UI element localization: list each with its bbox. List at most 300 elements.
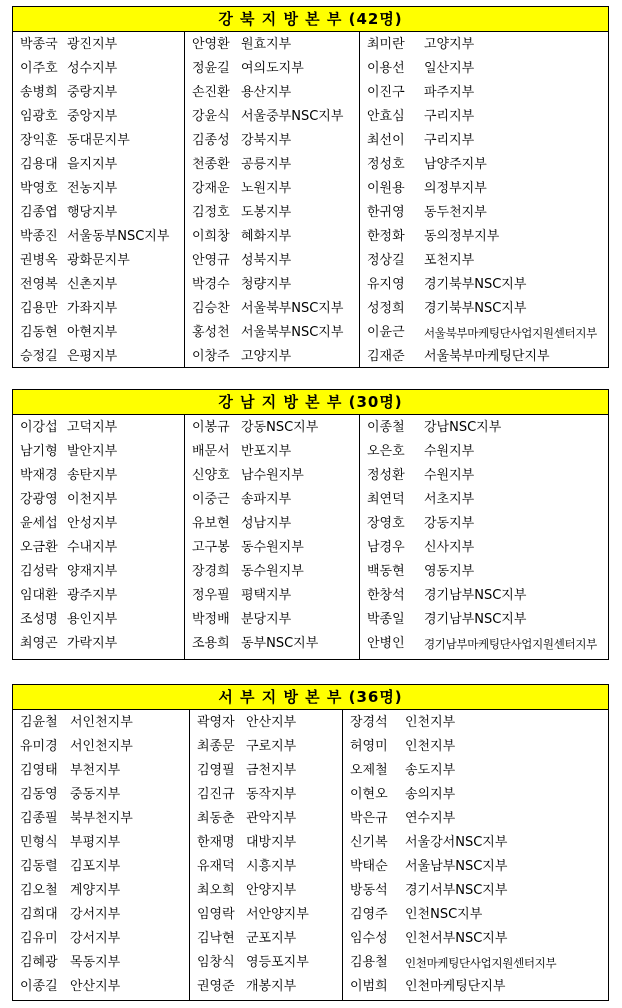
member-name: 안효심 bbox=[367, 109, 405, 124]
member-row bbox=[190, 879, 343, 903]
branch-name: 용인지부 bbox=[67, 612, 118, 627]
member-name: 임영락 bbox=[197, 907, 235, 922]
member-row bbox=[13, 536, 184, 560]
member-row bbox=[13, 831, 189, 855]
member-name: 안병인 bbox=[367, 636, 405, 651]
branch-name: 개봉지부 bbox=[246, 979, 297, 994]
branch-name: 구로지부 bbox=[246, 739, 297, 754]
branch-name: 인천서부NSC지부 bbox=[405, 931, 508, 946]
member-name: 이창주 bbox=[192, 349, 230, 364]
member-name: 최영곤 bbox=[20, 636, 58, 651]
member-name: 김영필 bbox=[197, 763, 235, 778]
member-row bbox=[13, 855, 189, 879]
member-row bbox=[185, 33, 360, 57]
branch-name: 인천지부 bbox=[405, 739, 456, 754]
member-row bbox=[360, 464, 609, 488]
member-name: 김동렬 bbox=[20, 859, 58, 874]
member-name: 김종성 bbox=[192, 133, 230, 148]
member-row bbox=[190, 855, 343, 879]
member-name: 한귀영 bbox=[367, 205, 405, 220]
member-name: 장익훈 bbox=[20, 133, 58, 148]
member-row bbox=[185, 225, 360, 249]
branch-name: 일산지부 bbox=[424, 61, 475, 76]
member-row bbox=[190, 903, 343, 927]
branch-name: 동의정부지부 bbox=[424, 229, 500, 244]
member-name: 천종환 bbox=[192, 157, 230, 172]
member-name: 승정길 bbox=[20, 349, 58, 364]
member-row bbox=[13, 488, 184, 512]
member-row bbox=[185, 177, 360, 201]
member-row bbox=[360, 560, 609, 584]
member-row bbox=[13, 735, 189, 759]
branch-name: 여의도지부 bbox=[241, 61, 304, 76]
member-row bbox=[13, 512, 184, 536]
branch-name: 반포지부 bbox=[241, 444, 292, 459]
member-row bbox=[185, 488, 360, 512]
branch-name: 발안지부 bbox=[67, 444, 118, 459]
branch-name: 경기남부마케팅단사업지원센터지부 bbox=[424, 637, 597, 651]
section-title: 강 남 지 방 본 부 (30명) bbox=[13, 390, 608, 415]
member-row bbox=[13, 632, 184, 656]
member-row bbox=[13, 33, 184, 57]
member-row bbox=[190, 951, 343, 975]
member-name: 김용철 bbox=[350, 955, 388, 970]
section-title: 서 부 지 방 본 부 (36명) bbox=[13, 685, 608, 710]
branch-name: 강북지부 bbox=[241, 133, 292, 148]
member-row bbox=[360, 440, 609, 464]
branch-name: 광화문지부 bbox=[67, 253, 130, 268]
member-row bbox=[185, 345, 360, 369]
member-name: 정우필 bbox=[192, 588, 230, 603]
member-name: 권병옥 bbox=[20, 253, 58, 268]
member-row bbox=[360, 225, 609, 249]
branch-name: 경기남부NSC지부 bbox=[424, 588, 527, 603]
member-row bbox=[13, 129, 184, 153]
member-name: 권영준 bbox=[197, 979, 235, 994]
member-column bbox=[13, 415, 184, 659]
branch-name: 중동지부 bbox=[70, 787, 121, 802]
branch-name: 영동지부 bbox=[424, 564, 475, 579]
member-name: 김영주 bbox=[350, 907, 388, 922]
branch-name: 강동지부 bbox=[424, 516, 475, 531]
section-title: 강 북 지 방 본 부 (42명) bbox=[13, 7, 608, 32]
branch-name: 남양주지부 bbox=[424, 157, 487, 172]
member-row bbox=[185, 297, 360, 321]
branch-name: 성북지부 bbox=[241, 253, 292, 268]
member-name: 이현오 bbox=[350, 787, 388, 802]
branch-name: 평택지부 bbox=[241, 588, 292, 603]
member-row bbox=[13, 879, 189, 903]
member-name: 백동현 bbox=[367, 564, 405, 579]
branch-name: 연수지부 bbox=[405, 811, 456, 826]
member-row bbox=[360, 632, 609, 656]
branch-name: 송의지부 bbox=[405, 787, 456, 802]
member-column bbox=[184, 415, 360, 659]
member-row bbox=[360, 608, 609, 632]
member-name: 조성명 bbox=[20, 612, 58, 627]
member-column bbox=[342, 710, 609, 1000]
member-name: 이강섭 bbox=[20, 420, 58, 435]
member-row bbox=[343, 855, 609, 879]
branch-name: 구리지부 bbox=[424, 133, 475, 148]
branch-name: 서울북부NSC지부 bbox=[241, 325, 344, 340]
branch-name: 목동지부 bbox=[70, 955, 121, 970]
member-row bbox=[13, 153, 184, 177]
branch-name: 노원지부 bbox=[241, 181, 292, 196]
branch-name: 군포지부 bbox=[246, 931, 297, 946]
member-row bbox=[185, 105, 360, 129]
member-name: 오제철 bbox=[350, 763, 388, 778]
member-row bbox=[190, 831, 343, 855]
branch-name: 송파지부 bbox=[241, 492, 292, 507]
branch-name: 이천지부 bbox=[67, 492, 118, 507]
branch-name: 강남NSC지부 bbox=[424, 420, 502, 435]
member-name: 전영복 bbox=[20, 277, 58, 292]
member-row bbox=[343, 735, 609, 759]
branch-name: 을지지부 bbox=[67, 157, 118, 172]
member-row bbox=[185, 584, 360, 608]
member-row bbox=[185, 81, 360, 105]
branch-name: 서안양지부 bbox=[246, 907, 309, 922]
member-row bbox=[360, 81, 609, 105]
member-name: 이주호 bbox=[20, 61, 58, 76]
member-name: 김유미 bbox=[20, 931, 58, 946]
branch-name: 부평지부 bbox=[70, 835, 121, 850]
member-name: 임창식 bbox=[197, 955, 235, 970]
member-name: 강재운 bbox=[192, 181, 230, 196]
member-name: 김동영 bbox=[20, 787, 58, 802]
branch-name: 아현지부 bbox=[67, 325, 118, 340]
member-name: 조용희 bbox=[192, 636, 230, 651]
member-row bbox=[190, 783, 343, 807]
member-row bbox=[13, 759, 189, 783]
member-name: 강광영 bbox=[20, 492, 58, 507]
branch-name: 송도지부 bbox=[405, 763, 456, 778]
branch-name: 수내지부 bbox=[67, 540, 118, 555]
branch-name: 서울중부NSC지부 bbox=[241, 109, 344, 124]
member-row bbox=[360, 273, 609, 297]
branch-name: 강서지부 bbox=[70, 907, 121, 922]
branch-name: 동작지부 bbox=[246, 787, 297, 802]
member-column bbox=[359, 415, 609, 659]
member-name: 장영호 bbox=[367, 516, 405, 531]
member-row bbox=[190, 807, 343, 831]
member-row bbox=[360, 321, 609, 345]
region-section-3 bbox=[12, 684, 609, 1001]
member-name: 이종길 bbox=[20, 979, 58, 994]
member-name: 임수성 bbox=[350, 931, 388, 946]
branch-name: 동두천지부 bbox=[424, 205, 487, 220]
branch-name: 중랑지부 bbox=[67, 85, 118, 100]
branch-name: 서울북부NSC지부 bbox=[241, 301, 344, 316]
member-row bbox=[343, 831, 609, 855]
branch-name: 은평지부 bbox=[67, 349, 118, 364]
branch-name: 경기남부NSC지부 bbox=[424, 612, 527, 627]
branch-name: 동대문지부 bbox=[67, 133, 130, 148]
member-row bbox=[13, 807, 189, 831]
member-row bbox=[360, 512, 609, 536]
member-name: 성정희 bbox=[367, 301, 405, 316]
member-name: 최종문 bbox=[197, 739, 235, 754]
member-row bbox=[13, 57, 184, 81]
member-row bbox=[360, 536, 609, 560]
branch-name: 양재지부 bbox=[67, 564, 118, 579]
member-row bbox=[185, 464, 360, 488]
member-name: 민형식 bbox=[20, 835, 58, 850]
member-row bbox=[185, 440, 360, 464]
member-name: 남경우 bbox=[367, 540, 405, 555]
member-row bbox=[360, 416, 609, 440]
branch-name: 분당지부 bbox=[241, 612, 292, 627]
member-row bbox=[360, 57, 609, 81]
branch-name: 서울북부마케팅단사업지원센터지부 bbox=[424, 326, 597, 340]
member-name: 손진환 bbox=[192, 85, 230, 100]
member-name: 박은규 bbox=[350, 811, 388, 826]
branch-name: 전농지부 bbox=[67, 181, 118, 196]
branch-name: 인천마케팅단사업지원센터지부 bbox=[405, 956, 557, 970]
member-row bbox=[360, 249, 609, 273]
member-row bbox=[190, 759, 343, 783]
member-name: 김동현 bbox=[20, 325, 58, 340]
member-name: 박종국 bbox=[20, 37, 58, 52]
branch-name: 서울남부NSC지부 bbox=[405, 859, 508, 874]
member-name: 최오희 bbox=[197, 883, 235, 898]
member-row bbox=[13, 608, 184, 632]
member-row bbox=[13, 416, 184, 440]
branch-name: 구리지부 bbox=[424, 109, 475, 124]
member-name: 정성환 bbox=[367, 468, 405, 483]
member-name: 유미경 bbox=[20, 739, 58, 754]
member-name: 신양호 bbox=[192, 468, 230, 483]
branch-name: 서울강서NSC지부 bbox=[405, 835, 508, 850]
member-name: 장경석 bbox=[350, 715, 388, 730]
member-row bbox=[13, 927, 189, 951]
member-row bbox=[185, 273, 360, 297]
member-name: 유보현 bbox=[192, 516, 230, 531]
member-row bbox=[185, 321, 360, 345]
member-row bbox=[13, 584, 184, 608]
branch-name: 행당지부 bbox=[67, 205, 118, 220]
member-name: 박경수 bbox=[192, 277, 230, 292]
branch-name: 강서지부 bbox=[70, 931, 121, 946]
branch-name: 포천지부 bbox=[424, 253, 475, 268]
member-name: 이원용 bbox=[367, 181, 405, 196]
branch-name: 고양지부 bbox=[241, 349, 292, 364]
member-column bbox=[13, 32, 184, 367]
member-name: 이용선 bbox=[367, 61, 405, 76]
member-row bbox=[185, 201, 360, 225]
member-row bbox=[13, 105, 184, 129]
member-name: 장경희 bbox=[192, 564, 230, 579]
member-columns bbox=[13, 710, 608, 1000]
branch-name: 북부천지부 bbox=[70, 811, 133, 826]
member-row bbox=[360, 33, 609, 57]
member-row bbox=[13, 249, 184, 273]
member-name: 한재명 bbox=[197, 835, 235, 850]
member-row bbox=[343, 783, 609, 807]
member-row bbox=[360, 105, 609, 129]
branch-name: 김포지부 bbox=[70, 859, 121, 874]
member-row bbox=[185, 153, 360, 177]
member-name: 정성호 bbox=[367, 157, 405, 172]
member-name: 오금환 bbox=[20, 540, 58, 555]
member-column bbox=[359, 32, 609, 367]
member-row bbox=[13, 903, 189, 927]
branch-name: 가좌지부 bbox=[67, 301, 118, 316]
branch-name: 성수지부 bbox=[67, 61, 118, 76]
region-section-1 bbox=[12, 6, 609, 368]
member-row bbox=[185, 536, 360, 560]
member-name: 송병희 bbox=[20, 85, 58, 100]
member-row bbox=[343, 879, 609, 903]
member-row bbox=[13, 711, 189, 735]
member-name: 윤세섭 bbox=[20, 516, 58, 531]
branch-name: 동수원지부 bbox=[241, 540, 304, 555]
branch-name: 영등포지부 bbox=[246, 955, 309, 970]
member-name: 이종철 bbox=[367, 420, 405, 435]
member-name: 한창석 bbox=[367, 588, 405, 603]
member-name: 김영태 bbox=[20, 763, 58, 778]
member-row bbox=[13, 560, 184, 584]
member-row bbox=[13, 321, 184, 345]
member-name: 고구봉 bbox=[192, 540, 230, 555]
member-row bbox=[190, 735, 343, 759]
branch-name: 파주지부 bbox=[424, 85, 475, 100]
branch-name: 고덕지부 bbox=[67, 420, 118, 435]
member-row bbox=[13, 177, 184, 201]
member-name: 신기복 bbox=[350, 835, 388, 850]
member-column bbox=[184, 32, 360, 367]
member-row bbox=[185, 416, 360, 440]
branch-name: 도봉지부 bbox=[241, 205, 292, 220]
branch-name: 서인천지부 bbox=[70, 739, 133, 754]
branch-name: 동부NSC지부 bbox=[241, 636, 319, 651]
member-name: 허영미 bbox=[350, 739, 388, 754]
member-name: 김종엽 bbox=[20, 205, 58, 220]
member-name: 박태순 bbox=[350, 859, 388, 874]
member-name: 강윤식 bbox=[192, 109, 230, 124]
branch-name: 수원지부 bbox=[424, 468, 475, 483]
member-name: 최미란 bbox=[367, 37, 405, 52]
member-name: 김혜광 bbox=[20, 955, 58, 970]
branch-name: 서초지부 bbox=[424, 492, 475, 507]
member-name: 김희대 bbox=[20, 907, 58, 922]
branch-name: 금천지부 bbox=[246, 763, 297, 778]
member-name: 김진규 bbox=[197, 787, 235, 802]
member-name: 방동석 bbox=[350, 883, 388, 898]
branch-name: 경기서부NSC지부 bbox=[405, 883, 508, 898]
branch-name: 시흥지부 bbox=[246, 859, 297, 874]
member-row bbox=[360, 129, 609, 153]
member-name: 김정호 bbox=[192, 205, 230, 220]
member-row bbox=[190, 927, 343, 951]
member-name: 홍성천 bbox=[192, 325, 230, 340]
branch-name: 수원지부 bbox=[424, 444, 475, 459]
member-row bbox=[13, 951, 189, 975]
member-name: 배문서 bbox=[192, 444, 230, 459]
member-row bbox=[360, 345, 609, 369]
branch-name: 강동NSC지부 bbox=[241, 420, 319, 435]
branch-name: 안양지부 bbox=[246, 883, 297, 898]
member-name: 박영호 bbox=[20, 181, 58, 196]
member-columns bbox=[13, 415, 608, 659]
member-name: 이윤근 bbox=[367, 325, 405, 340]
member-row bbox=[360, 201, 609, 225]
member-name: 이진구 bbox=[367, 85, 405, 100]
branch-name: 경기북부NSC지부 bbox=[424, 277, 527, 292]
member-name: 김승찬 bbox=[192, 301, 230, 316]
branch-name: 인천NSC지부 bbox=[405, 907, 483, 922]
member-name: 김종필 bbox=[20, 811, 58, 826]
member-row bbox=[13, 273, 184, 297]
member-row bbox=[343, 927, 609, 951]
member-row bbox=[343, 711, 609, 735]
member-row bbox=[190, 711, 343, 735]
branch-name: 용산지부 bbox=[241, 85, 292, 100]
branch-name: 관악지부 bbox=[246, 811, 297, 826]
branch-name: 동수원지부 bbox=[241, 564, 304, 579]
member-row bbox=[185, 129, 360, 153]
branch-name: 서인천지부 bbox=[70, 715, 133, 730]
branch-name: 고양지부 bbox=[424, 37, 475, 52]
member-name: 안영환 bbox=[192, 37, 230, 52]
member-name: 김재준 bbox=[367, 349, 405, 364]
branch-name: 중앙지부 bbox=[67, 109, 118, 124]
member-name: 이희창 bbox=[192, 229, 230, 244]
branch-name: 남수원지부 bbox=[241, 468, 304, 483]
branch-name: 서울동부NSC지부 bbox=[67, 229, 170, 244]
member-row bbox=[13, 345, 184, 369]
member-name: 김오철 bbox=[20, 883, 58, 898]
member-row bbox=[13, 464, 184, 488]
member-columns bbox=[13, 32, 608, 367]
member-name: 최연덕 bbox=[367, 492, 405, 507]
member-row bbox=[185, 560, 360, 584]
member-row bbox=[360, 488, 609, 512]
member-name: 정윤길 bbox=[192, 61, 230, 76]
branch-name: 공릉지부 bbox=[241, 157, 292, 172]
member-column bbox=[189, 710, 343, 1000]
member-name: 최선이 bbox=[367, 133, 405, 148]
branch-name: 경기북부NSC지부 bbox=[424, 301, 527, 316]
member-row bbox=[185, 249, 360, 273]
member-name: 김윤철 bbox=[20, 715, 58, 730]
branch-name: 광주지부 bbox=[67, 588, 118, 603]
member-name: 박재경 bbox=[20, 468, 58, 483]
member-name: 김용대 bbox=[20, 157, 58, 172]
branch-name: 광진지부 bbox=[67, 37, 118, 52]
branch-name: 신촌지부 bbox=[67, 277, 118, 292]
branch-name: 서울북부마케팅단지부 bbox=[424, 349, 550, 364]
member-name: 김성락 bbox=[20, 564, 58, 579]
member-row bbox=[185, 608, 360, 632]
member-name: 박정배 bbox=[192, 612, 230, 627]
branch-name: 부천지부 bbox=[70, 763, 121, 778]
member-column bbox=[13, 710, 189, 1000]
member-name: 한정화 bbox=[367, 229, 405, 244]
member-row bbox=[360, 153, 609, 177]
member-row bbox=[343, 951, 609, 975]
branch-name: 안성지부 bbox=[67, 516, 118, 531]
branch-name: 인천마케팅단지부 bbox=[405, 979, 506, 994]
member-row bbox=[13, 81, 184, 105]
member-row bbox=[13, 225, 184, 249]
branch-name: 대방지부 bbox=[246, 835, 297, 850]
branch-name: 원효지부 bbox=[241, 37, 292, 52]
member-name: 김용만 bbox=[20, 301, 58, 316]
member-name: 이범희 bbox=[350, 979, 388, 994]
branch-name: 혜화지부 bbox=[241, 229, 292, 244]
